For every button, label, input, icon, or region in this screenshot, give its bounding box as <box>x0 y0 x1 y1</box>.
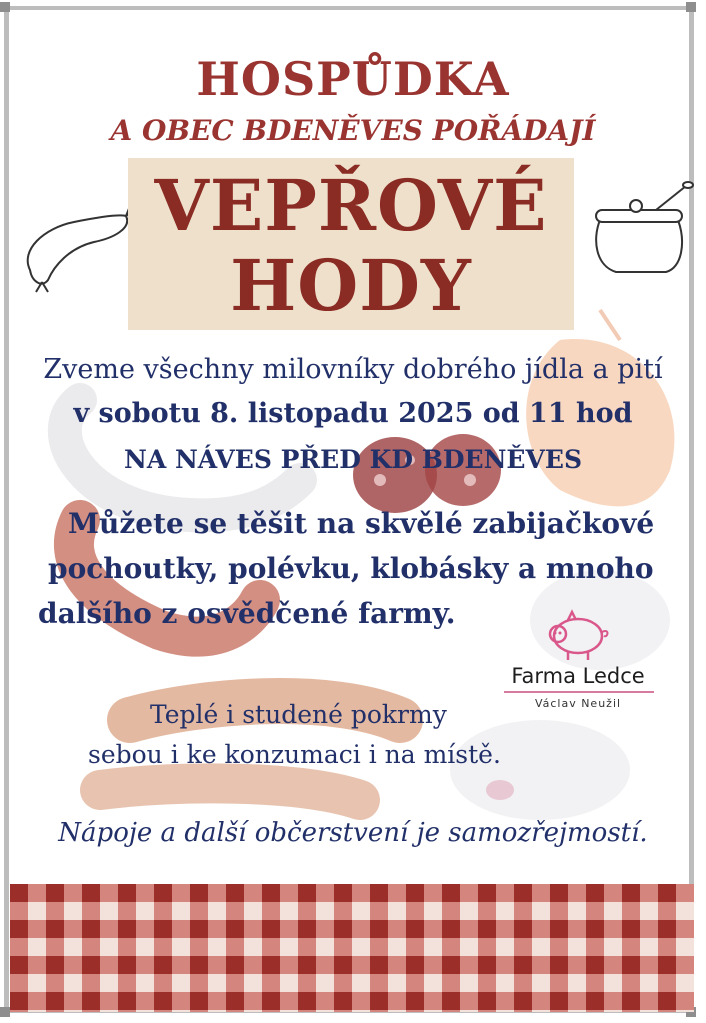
invite-date: v sobotu 8. listopadu 2025 od 11 hod <box>73 398 633 429</box>
offer-line-3: dalšího z osvědčené farmy. <box>38 597 456 630</box>
sausage-icon <box>14 200 134 296</box>
invite-line-1: Zveme všechny milovníky dobrého jídla a pití <box>43 354 663 385</box>
event-title-line-2: HODY <box>230 244 472 327</box>
takeaway-line-2: sebou i ke konzumaci i na místě. <box>88 740 501 769</box>
offer-line-2: pochoutky, polévku, klobásky a mnoho <box>48 552 654 585</box>
jar-icon <box>586 180 696 280</box>
header-line-2: A OBEC BDENĚVES POŘÁDAJÍ <box>110 114 596 147</box>
event-title-line-1: VEPŘOVÉ <box>154 164 548 247</box>
gingham-tablecloth <box>10 884 694 1012</box>
logo-divider <box>504 691 654 693</box>
event-title <box>128 166 574 326</box>
header-line-1: HOSPŮDKA <box>196 52 510 106</box>
pig-icon <box>538 606 616 664</box>
invite-place: NA NÁVES PŘED KD BDENĚVES <box>124 445 582 474</box>
farm-logo-name: Farma Ledce <box>511 664 645 688</box>
drinks-note: Nápoje a další občerstvení je samozřejmostí. <box>58 818 648 848</box>
farm-logo-owner: Václav Neužil <box>534 697 622 710</box>
offer-line-1: Můžete se těšit na skvělé zabijačkové <box>68 507 655 540</box>
takeaway-line-1: Teplé i studené pokrmy <box>150 700 447 729</box>
